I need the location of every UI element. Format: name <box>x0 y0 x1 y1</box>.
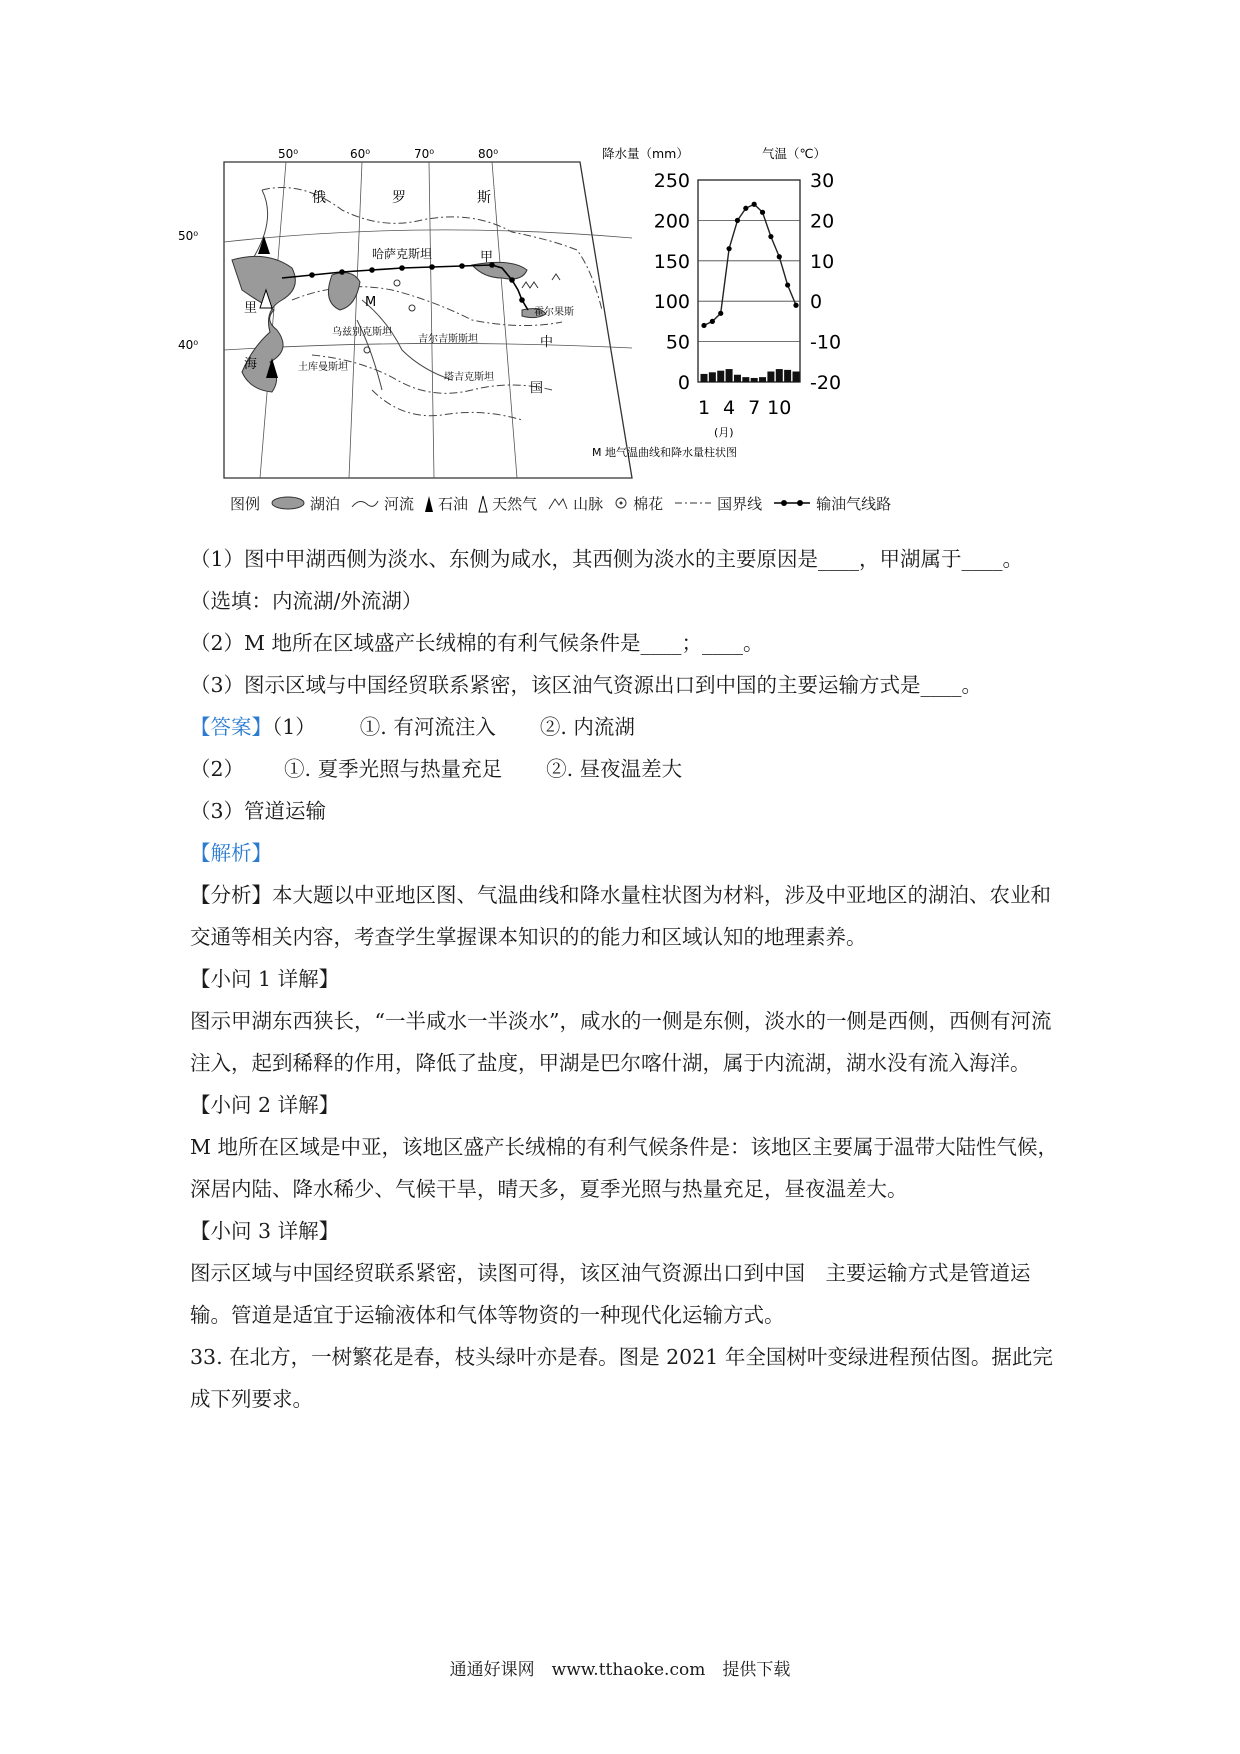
border-icon <box>673 495 713 511</box>
legend-oil-label: 石油 <box>438 494 469 513</box>
legend-title: 图例 <box>230 494 261 513</box>
label-russia-1: 俄 <box>312 190 326 206</box>
chart-y-right-tick: 20 <box>810 210 835 233</box>
chart-temp-point <box>785 282 790 287</box>
question-3: （3）图示区域与中国经贸联系紧密，该区油气资源出口到中国的主要运输方式是____。 <box>190 673 983 697</box>
lat-label-40: 40⁰ <box>178 338 199 352</box>
chart-y-right-tick: 30 <box>810 170 835 192</box>
chart-y-left-tick: 150 <box>653 250 690 273</box>
answer-1-num: （1） <box>272 715 316 739</box>
label-li: 里 <box>244 301 258 316</box>
chart-temp-line <box>704 204 796 325</box>
answer-2-num: （2） <box>190 757 245 781</box>
chart-temp-point <box>777 254 782 259</box>
chart-y-left-tick: 250 <box>653 170 690 192</box>
chart-precip-bar <box>709 372 716 382</box>
chart-temp-point <box>710 319 715 324</box>
answer-tag: 【答案】 <box>190 715 272 739</box>
legend-lake-label: 湖泊 <box>310 494 341 513</box>
label-m: M <box>365 295 377 310</box>
climate-chart <box>592 146 912 480</box>
answer-1-1: ①. 有河流注入 <box>359 715 496 739</box>
answer-2-2: ②. 昼夜温差大 <box>546 757 683 781</box>
lon-label-60: 60⁰ <box>350 147 371 161</box>
chart-temp-point <box>760 210 765 215</box>
chart-temp-point <box>768 234 773 239</box>
sub-question-3-title: 【小问 3 详解】 <box>190 1219 340 1243</box>
chart-y-right-tick: 10 <box>810 250 835 273</box>
chart-precip-bar <box>759 377 766 382</box>
chart-ylabel-right: 气温（℃） <box>762 146 827 161</box>
legend-gas-label: 天然气 <box>492 494 538 513</box>
map-legend <box>230 488 890 518</box>
label-hai: 海 <box>244 357 258 372</box>
answer-2-1: ①. 夏季光照与热量充足 <box>284 757 503 781</box>
label-guo: 国 <box>530 381 544 396</box>
chart-temp-point <box>726 246 731 251</box>
legend-pipeline <box>772 493 891 514</box>
cotton-icon <box>613 495 629 511</box>
figure <box>178 146 912 530</box>
chart-temp-point <box>701 323 706 328</box>
river-icon <box>350 495 380 511</box>
question-content <box>190 538 1060 1420</box>
chart-precip-bar <box>776 369 783 382</box>
lon-label-50: 50⁰ <box>278 147 299 161</box>
chart-precip-bar <box>767 371 774 382</box>
chart-x-tick: 1 <box>697 397 711 419</box>
answer-1-2: ②. 内流湖 <box>539 715 635 739</box>
chart-x-unit: (月) <box>714 426 734 439</box>
legend-gas <box>478 493 537 514</box>
legend-river <box>350 493 414 514</box>
label-russia-3: 斯 <box>477 190 491 206</box>
sub-question-1-title: 【小问 1 详解】 <box>190 967 340 991</box>
chart-y-left-tick: 50 <box>665 331 690 354</box>
label-kyrgyzstan: 吉尔吉斯斯坦 <box>418 334 478 345</box>
chart-y-right-tick: -20 <box>810 372 842 394</box>
question-33: 33. 在北方，一树繁花是春，枝头绿叶亦是春。图是 2021 年全国树叶变绿进程预估图。据此完成下列要求。 <box>190 1345 1053 1411</box>
label-zhong: 中 <box>540 335 554 350</box>
page-footer: 通通好课网 www.tthaoke.com 提供下载 <box>449 1660 791 1680</box>
legend-cotton <box>613 493 663 514</box>
chart-x-tick: 7 <box>748 397 761 419</box>
answer-line-2 <box>190 748 1060 790</box>
chart-y-right-tick: 0 <box>810 291 823 314</box>
chart-precip-bar <box>717 371 724 382</box>
label-uzbekistan: 乌兹别克斯坦 <box>332 327 392 338</box>
label-russia-2: 罗 <box>392 190 406 206</box>
legend-mountain-label: 山脉 <box>573 494 604 513</box>
chart-temp-point <box>743 206 748 211</box>
chart-title: M 地气温曲线和降水量柱状图 <box>592 446 737 459</box>
chart-y-right-tick: -10 <box>810 331 842 354</box>
legend-oil <box>424 493 468 514</box>
sub-question-2-explanation: M 地所在区域是中亚，该地区盛产长绒棉的有利气候条件是：该地区主要属于温带大陆性气候，深居内陆、降水稀少、气候干旱，晴天多，夏季光照与热量充足，昼夜温差大。 <box>190 1135 1059 1201</box>
chart-precip-bar <box>726 369 733 382</box>
label-kazakhstan: 哈萨克斯坦 <box>372 247 433 261</box>
gas-icon <box>478 494 488 512</box>
legend-pipeline-label: 输油气线路 <box>816 494 892 513</box>
label-jia: 甲 <box>480 250 494 265</box>
legend-lake <box>270 493 340 514</box>
chart-temp-point <box>718 311 723 316</box>
chart-x-tick: 10 <box>767 397 792 419</box>
lon-label-80: 80⁰ <box>478 147 499 161</box>
oil-icon <box>424 494 434 512</box>
chart-temp-point <box>735 218 740 223</box>
answer-line-3: （3）管道运输 <box>190 799 327 823</box>
sub-question-3-explanation: 图示区域与中国经贸联系紧密，读图可得，该区油气资源出口到中国 主要运输方式是管道运输。管道是适宜于运输液体和气体等物资的一种现代化运输方式。 <box>190 1261 1031 1327</box>
chart-temp-point <box>793 303 798 308</box>
chart-frame <box>698 180 800 382</box>
chart-y-left-tick: 200 <box>653 210 690 233</box>
question-1: （1）图中甲湖西侧为淡水、东侧为咸水，其西侧为淡水的主要原因是____，甲湖属于____。 <box>190 547 1024 571</box>
analysis-summary: 【分析】本大题以中亚地区图、气温曲线和降水量柱状图为材料，涉及中亚地区的湖泊、农业和交通等相关内容，考查学生掌握课本知识的的能力和区域认知的地理素养。 <box>190 883 1051 949</box>
lat-label-50: 50⁰ <box>178 229 199 243</box>
chart-precip-bar <box>734 375 741 382</box>
mountain-icon <box>547 495 569 511</box>
chart-precip-bar <box>784 370 791 382</box>
sub-question-2-title: 【小问 2 详解】 <box>190 1093 340 1117</box>
chart-y-left-tick: 100 <box>653 291 690 314</box>
chart-precip-bar <box>742 377 749 382</box>
answer-line-1 <box>190 706 1060 748</box>
analysis-tag: 【解析】 <box>190 841 272 865</box>
pipeline-icon <box>772 495 812 511</box>
legend-border-label: 国界线 <box>717 494 763 513</box>
chart-x-tick: 4 <box>723 397 736 419</box>
chart-precip-bar <box>793 371 800 382</box>
lake-icon <box>270 495 306 511</box>
label-turkmenistan: 土库曼斯坦 <box>298 362 348 373</box>
chart-precip-bar <box>701 374 708 382</box>
chart-temp-point <box>752 202 757 207</box>
label-tajikistan: 塔吉克斯坦 <box>444 372 494 383</box>
label-horgos: 霍尔果斯 <box>534 307 574 318</box>
chart-ylabel-left: 降水量（mm） <box>602 146 689 161</box>
legend-cotton-label: 棉花 <box>633 494 664 513</box>
chart-y-left-tick: 0 <box>677 372 690 394</box>
question-2: （2）M 地所在区域盛产长绒棉的有利气候条件是____；____。 <box>190 631 764 655</box>
lon-label-70: 70⁰ <box>414 147 435 161</box>
sub-question-1-explanation: 图示甲湖东西狭长，“一半咸水一半淡水”，咸水的一侧是东侧，淡水的一侧是西侧，西侧有河流注入，起到稀释的作用，降低了盐度，甲湖是巴尔喀什湖，属于内流湖，湖水没有流入海洋。 <box>190 1009 1052 1075</box>
legend-mountain <box>547 493 603 514</box>
chart-precip-bar <box>751 378 758 382</box>
question-1-note: （选填：内流湖/外流湖） <box>190 589 423 613</box>
legend-river-label: 河流 <box>384 494 415 513</box>
legend-border <box>673 493 762 514</box>
